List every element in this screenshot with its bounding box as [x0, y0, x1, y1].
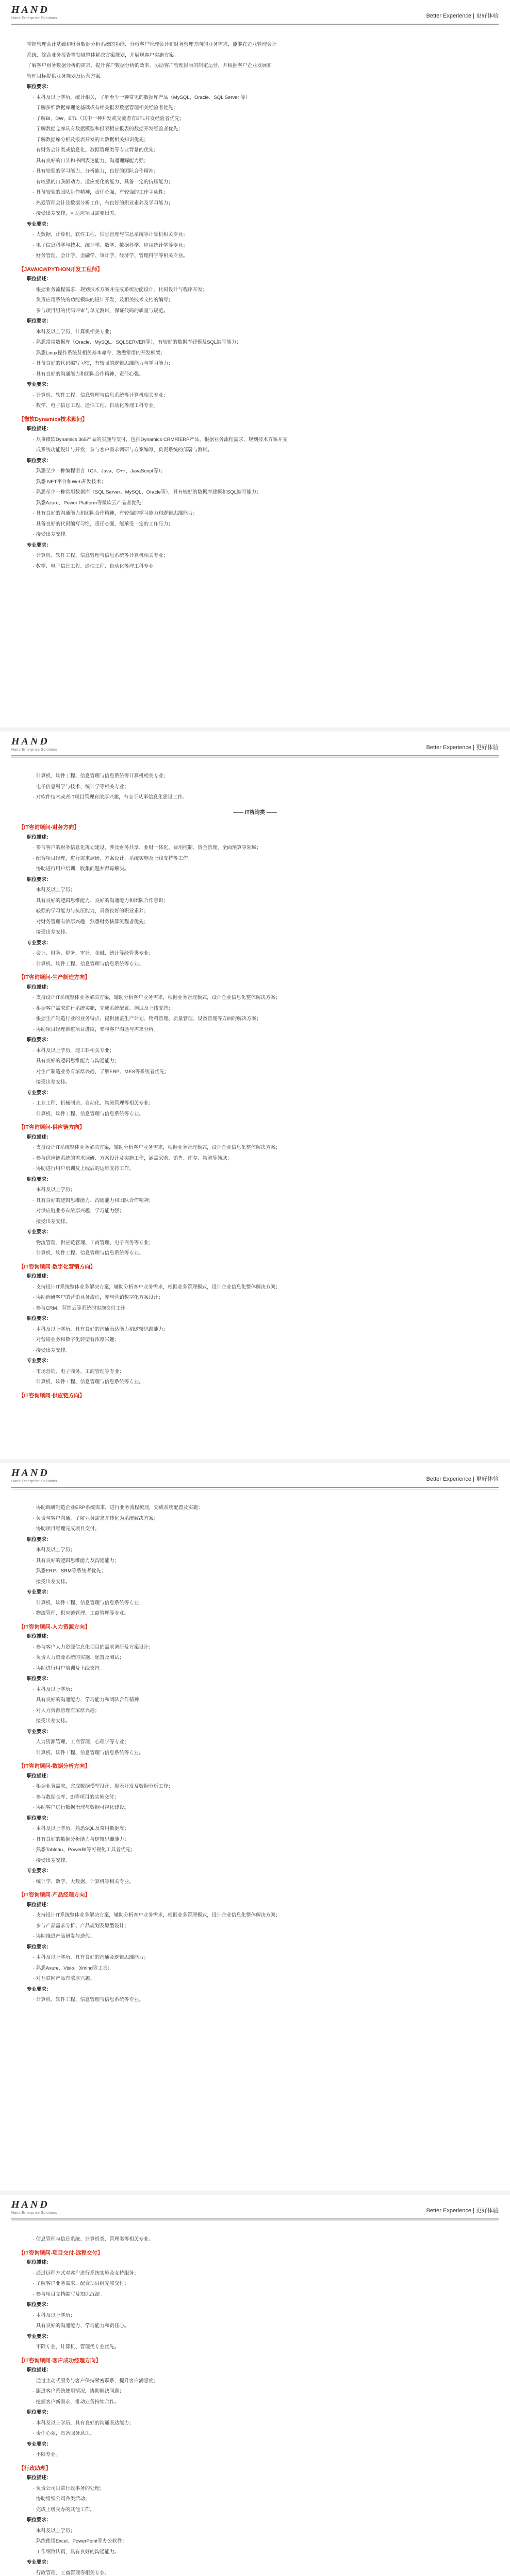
field-label: 职位描述： — [27, 2367, 52, 2373]
body-line: · 根据生产制造行业的业务特点，提供涵盖生产计划、物料管理、质量管理、设备管理等方面的解决方案； — [33, 1016, 261, 1022]
category-divider: —— IT咨询类 —— — [233, 809, 277, 816]
body-line: · 协助进行用户培训及上线支持。 — [33, 1665, 105, 1671]
body-line: · 人力资源管理、工商管理、心理学等专业； — [33, 1739, 129, 1745]
body-line: · 接受出差安排。 — [33, 1579, 71, 1585]
field-label: 专业要求： — [27, 940, 52, 946]
body-line: · 对生产制造业务有浓厚兴趣，了解ERP、MES等系统者优先； — [33, 1069, 170, 1075]
body-line: · 对软件技术或者IT项目管理有浓厚兴趣，有志于从事信息化建设工作。 — [33, 794, 188, 800]
body-line: · 参与CRM、营销云等系统的实施交付工作。 — [33, 1305, 130, 1311]
body-line: 掌握管理会计基础和财务数据分析系统的功能、分析客户管理会计和财务管理方向的业务需求，能够在企业管理会计 — [27, 42, 277, 47]
page-separator — [0, 727, 510, 732]
field-label: 专业要求： — [27, 1358, 52, 1364]
body-line: · 对供应链业务有浓厚兴趣，学习能力强； — [33, 1208, 124, 1214]
section-heading: 【IT咨询顾问-人力资源方向】 — [19, 1623, 90, 1630]
body-line: · 计算机、软件工程、信息管理与信息系统等专业。 — [33, 1379, 144, 1385]
body-line: · 熟悉ERP、SRM等系统者优先； — [33, 1568, 106, 1574]
hand-logo: HAND — [11, 4, 50, 15]
body-line: · 接受出差安排。 — [33, 929, 71, 935]
body-line: · 协助调研客户的营销业务流程，参与营销数字化方案设计； — [33, 1295, 163, 1300]
body-line: · 对人力资源管理有浓厚兴趣； — [33, 1707, 100, 1714]
body-line: · 对财务管理有浓厚兴趣，熟悉财务核算流程者优先； — [33, 919, 149, 925]
body-line: · 财务管理、会计学、金融学、审计学、经济学、管理科学等相关专业。 — [33, 253, 188, 259]
field-label: 职位要求： — [27, 2517, 52, 2523]
section-heading: 【IT咨询顾问-数字化营销方向】 — [19, 1263, 96, 1270]
body-line: · 本科及以上学历； — [33, 2312, 75, 2318]
header-rule — [11, 2218, 499, 2219]
body-line: · 统计学、数学、大数据、计算机等相关专业。 — [33, 1878, 134, 1885]
field-label: 职位描述： — [27, 1634, 52, 1639]
body-line: · 协助组织公司各类活动； — [33, 2496, 90, 2502]
field-label: 职位要求： — [27, 318, 52, 324]
body-line: · 协助进行用户培训及上线后的运维支持工作。 — [33, 1166, 134, 1172]
body-line: · 有财务会计类或信息化、数据管理类等专业背景的优先； — [33, 147, 159, 153]
body-line: · 挖掘客户新需求，推动业务持续合作。 — [33, 2399, 120, 2405]
field-label: 职位描述： — [27, 1134, 52, 1140]
body-line: · 熟悉常用数据库（Oracle、MySQL、SQLSERVER等），有较好的数据库建模及SQL编写能力； — [33, 340, 241, 345]
body-line: · 会计、财务、税务、审计、金融、统计等经管类专业； — [33, 951, 154, 956]
body-line: · 通过远程方式对客户进行系统实施及支持服务； — [33, 2270, 139, 2276]
body-line: · 从事微软Dynamics 365产品的实施与交付，包括Dynamics CRM和ERP产品，根据业务流程需求，规划技术方案并完 — [33, 436, 288, 443]
page-separator — [0, 1459, 510, 1463]
page-1 — [0, 0, 510, 732]
body-line: · 参与项目文档编写及知识沉淀。 — [33, 2291, 105, 2297]
body-line: · 计算机、软件工程、信息管理与信息系统等专业； — [33, 1600, 144, 1606]
body-line: · 计算机、软件工程、信息管理与信息系统等专业。 — [33, 961, 144, 967]
field-label: 专业要求： — [27, 1589, 52, 1595]
section-heading: 【IT咨询顾问-客户成功经理方向】 — [19, 2357, 101, 2364]
field-label: 职位要求： — [27, 1037, 52, 1043]
body-line: 系统、综合业务报告等领域整体解决方案规划，并展现客户实施方案。 — [27, 52, 179, 58]
body-line: · 计算机、软件工程、信息管理与信息系统等计算机相关专业； — [33, 553, 169, 558]
body-line: · 成系统功能设计与开发，参与客户需求调研与方案编写，负责系统的部署与测试。 — [33, 447, 212, 453]
body-line: · 物流管理、供应链管理、工商管理、电子商务等专业； — [33, 1240, 154, 1246]
page-3 — [0, 1463, 510, 2195]
brand-tagline: Better Experience | 更好体验 — [426, 13, 499, 19]
page-separator — [0, 2191, 510, 2195]
body-line: · 跟进客户系统使用情况，协助解决问题； — [33, 2388, 124, 2394]
page-4 — [0, 2195, 510, 2576]
page-header — [0, 732, 510, 762]
field-label: 职位要求： — [27, 1536, 52, 1543]
header-rule — [11, 24, 499, 25]
section-heading: 【IT咨询顾问-产品经理方向】 — [19, 1892, 90, 1898]
body-line: · 计算机、软件工程、信息管理与信息系统等计算机相关专业； — [33, 773, 169, 779]
body-line: · 本科及以上学历，具有良好的沟通表达能力和逻辑思维能力； — [33, 1326, 169, 1332]
body-line: · 具有较强的学习能力、分析能力，良好的团队合作精神； — [33, 168, 159, 174]
body-line: · 计算机、软件工程、信息管理与信息系统等专业。 — [33, 1997, 144, 2003]
field-label: 专业要求： — [27, 1229, 52, 1235]
field-label: 专业要求： — [27, 2333, 52, 2340]
body-line: · 本科及以上学历，具有良好的沟通及逻辑思维能力； — [33, 1955, 149, 1960]
body-line: · 协助项目经理推进项目进度，参与客户沟通与需求分析。 — [33, 1026, 159, 1032]
body-line: · 具有良好的逻辑思维能力、良好的沟通能力和团队合作意识； — [33, 897, 169, 904]
body-line: · 责任心强，具备服务意识。 — [33, 2431, 95, 2436]
page-header — [0, 0, 510, 31]
section-heading: 【微软Dynamics技术顾问】 — [19, 416, 88, 422]
brand-tagline: Better Experience | 更好体验 — [426, 1476, 499, 1482]
body-line: · 本科及以上学历； — [33, 1187, 75, 1193]
body-line: · 了解多维数据库理论基础或有相关报表数据管理相关经验者优先； — [33, 105, 178, 111]
section-heading: 【行政助理】 — [19, 2465, 51, 2471]
body-line: · 熟悉.NET平台和Web开发技术； — [33, 479, 106, 485]
body-line: 了解客户财务数据分析的需求，提升客户数据分析的效率，协助客户管理报表的制定运营，并根据客户企业发展和 — [27, 63, 272, 69]
body-line: · 参与数据仓库、BI等项目的实施交付； — [33, 1794, 119, 1800]
body-line: · 本科及以上学历，统计相关，了解至少一种常见的数据库产品（MySQL、Oracle、SQL Server 等） — [33, 94, 251, 100]
section-heading: 【IT咨询顾问-供应链方向】 — [19, 1124, 85, 1130]
logo-subtitle: Hand Enterprise Solutions — [11, 748, 57, 752]
body-line: · 市场营销、电子商务、工商管理等专业； — [33, 1368, 124, 1375]
body-line: · 数学、电子信息工程、通信工程、自动化等理工科专业。 — [33, 403, 159, 409]
body-line: · 大数据、计算机、软件工程、信息管理与信息系统等计算机相关专业； — [33, 232, 188, 238]
body-line: · 工作细致认真，具有良好的沟通能力。 — [33, 2549, 120, 2555]
body-line: · 本科及以上学历； — [33, 1686, 75, 1692]
field-label: 职位要求： — [27, 1944, 52, 1950]
body-line: · 支持设计IT系统整体业务解决方案，辅助分析客户业务需求，根据业务管理模式，设计企业信息化整体解决方案； — [33, 1284, 281, 1290]
field-label: 专业要求： — [27, 542, 52, 548]
body-line: · 本科及以上学历； — [33, 887, 75, 893]
body-line: · 协助推进产品研发与迭代。 — [33, 1934, 95, 1939]
body-line: · 熟悉Azure、Power Platform等微软云产品者优先； — [33, 500, 146, 506]
field-label: 职位描述： — [27, 426, 52, 432]
body-line: · 通过主动式服务与客户保持紧密联系，提升客户满意度； — [33, 2378, 159, 2384]
body-line: · 参与客户人力资源信息化项目的需求调研及方案设计； — [33, 1644, 154, 1650]
brand-tagline: Better Experience | 更好体验 — [426, 744, 499, 751]
body-line: · 支持设计IT系统整体业务解决方案，辅助分析客户业务需求，根据业务管理模式，设计企业信息化整体解决方案； — [33, 995, 281, 1001]
field-label: 专业要求： — [27, 2560, 52, 2565]
body-line: · 具有良好的逻辑思维能力及沟通能力； — [33, 1557, 120, 1564]
logo-subtitle: Hand Enterprise Solutions — [11, 16, 57, 20]
body-line: · 具有良好的沟通能力、学习能力和责任心。 — [33, 2323, 129, 2329]
body-line: · 本科及以上学历，理工科相关专业； — [33, 1047, 114, 1054]
logo-subtitle: Hand Enterprise Solutions — [11, 1480, 57, 1483]
body-line: · 计算机、软件工程、信息管理与信息系统等专业。 — [33, 1750, 144, 1756]
body-line: · 计算机、软件工程、信息管理与信息系统等专业。 — [33, 1111, 144, 1117]
body-line: · 熟悉至少一种编程语言（C#、Java、C++、JavaScript等）； — [33, 468, 166, 474]
body-line: · 接受出差安排。 — [33, 1079, 71, 1085]
field-label: 职位要求： — [27, 876, 52, 883]
page-header — [0, 1463, 510, 1494]
field-label: 职位描述： — [27, 1773, 52, 1779]
field-label: 职位描述： — [27, 1274, 52, 1279]
field-label: 职位描述： — [27, 984, 52, 990]
body-line: · 支持设计IT系统整体业务解决方案，辅助分析客户业务需求，根据业务管理模式，设计企业信息化整体解决方案； — [33, 1145, 281, 1150]
body-line: · 熟悉Tableau、PowerBI等可视化工具者优先； — [33, 1847, 136, 1853]
field-label: 职位描述： — [27, 2260, 52, 2265]
body-line: · 协助客户进行数据治理与数据可视化建设。 — [33, 1805, 129, 1810]
body-line: · 参与客户的财务信息化规划建设，涉及财务共享、业财一体化、费用控制、资金管理、全面预算等领域； — [33, 845, 261, 851]
body-line: · 数学、电子信息工程、通信工程、自动化等理工科专业。 — [33, 563, 159, 569]
body-line: · 具有良好的逻辑思维能力与沟通能力； — [33, 1058, 120, 1064]
body-line: · 物流管理、供应链管理、工商管理等专业。 — [33, 1611, 129, 1616]
body-line: · 了解BI、DW、ETL（其中一种开发或交流者有ETL开发经验者优先； — [33, 115, 185, 122]
body-line: · 熟练使用Excel、PowerPoint等办公软件； — [33, 2538, 127, 2544]
body-line: · 负责与客户沟通，了解业务需求并转化为系统解决方案； — [33, 1515, 159, 1521]
body-line: · 完成上级交办的其他工作。 — [33, 2506, 95, 2513]
body-line: · 较强的学习能力与抗压能力，具备良好的职业素养； — [33, 908, 149, 914]
body-line: · 熟悉至少一种常用数据库（SQL Server、MySQL、Oracle等），具有较好的数据库建模和SQL编写能力； — [33, 489, 261, 495]
hand-logo: HAND — [11, 2199, 50, 2210]
body-line: · 协助进行用户培训，收集问题并跟踪解决。 — [33, 866, 129, 872]
body-line: · 本科及以上学历，熟悉SQL及常用数据库； — [33, 1826, 129, 1832]
body-line: · 具备良好的代码编写习惯，有较强的逻辑思维能力与学习能力； — [33, 361, 173, 366]
body-line: · 根据客户需求进行系统实施，完成系统配置、测试及上线支持； — [33, 1005, 173, 1011]
body-line: · 有较强的自我驱动力、适应变化的能力、具备一定的抗压能力； — [33, 179, 173, 185]
field-label: 专业要求： — [27, 382, 52, 387]
body-line: · 具备良好的代码编写习惯，责任心强，能承受一定的工作压力； — [33, 521, 173, 527]
body-line: · 协助项目经理完成项目交付。 — [33, 1526, 100, 1532]
body-line: · 信息管理与信息系统、计算机类、管理类等相关专业。 — [33, 2236, 154, 2242]
page-2 — [0, 732, 510, 1463]
body-line: · 本科及以上学历； — [33, 1547, 75, 1553]
body-line: · 行政管理、工商管理等相关专业。 — [33, 2570, 110, 2576]
body-line: · 配合项目经理，进行需求调研、方案设计、系统实施及上线支持等工作； — [33, 855, 193, 861]
body-line: · 协助调研制造企业ERP系统需求，进行业务流程梳理，完成系统配置及实施； — [33, 1505, 203, 1511]
page-header — [0, 2195, 510, 2226]
field-label: 专业要求： — [27, 2441, 52, 2447]
section-heading: 【IT咨询顾问-生产制造方向】 — [19, 974, 90, 980]
field-label: 专业要求： — [27, 221, 52, 227]
body-line: · 具有良好的逻辑思维能力、沟通能力和团队合作精神； — [33, 1197, 154, 1204]
body-line: · 本科及以上学历，计算机相关专业； — [33, 329, 114, 335]
body-line: · 熟悉Axure、Visio、Xmind等工具； — [33, 1965, 112, 1971]
body-line: · 对互联网产品有浓厚兴趣。 — [33, 1976, 95, 1981]
field-label: 职位描述： — [27, 276, 52, 282]
body-line: · 具有良好的沟通能力和团队合作精神，有较强的学习能力和逻辑思维能力； — [33, 511, 198, 516]
field-label: 职位要求： — [27, 1676, 52, 1682]
body-line: · 不限专业。 — [33, 2452, 61, 2458]
body-line: · 接受出差安排。 — [33, 1347, 71, 1353]
body-line: · 热爱管理会计及数据分析工作，有良好的职业素养及学习能力； — [33, 200, 173, 206]
body-line: · 具备较强的团队协作精神，责任心强，有较强的工作主动性； — [33, 190, 169, 195]
body-line: · 对营销业务和数字化转型有浓厚兴趣； — [33, 1337, 120, 1343]
body-line: · 不限专业，计算机、管理类专业优先。 — [33, 2344, 120, 2350]
section-heading: 【IT咨询顾问-数据分析方向】 — [19, 1763, 90, 1769]
body-line: · 计算机、软件工程、信息管理与信息系统等计算机相关专业； — [33, 392, 169, 398]
body-line: · 熟悉Linux操作系统及相关基本命令，熟悉常用的开发框架； — [33, 350, 166, 356]
section-heading: 【IT咨询顾问-供应链方向】 — [19, 1392, 85, 1399]
field-label: 职位要求： — [27, 1815, 52, 1821]
body-line: 管理目标提供业务规划及运营方案。 — [27, 73, 106, 79]
body-line: · 参与项目组的代码评审与单元测试，保证代码的质量与规范。 — [33, 308, 169, 314]
body-line: · 接受出差安排。 — [33, 1857, 71, 1863]
body-line: · 接受出差安排。 — [33, 532, 71, 537]
field-label: 职位要求： — [27, 457, 52, 464]
header-rule — [11, 755, 499, 756]
body-line: · 具有良好的沟通能力和团队合作精神，责任心强。 — [33, 371, 144, 377]
body-line: · 负责公司日常行政事务的处理； — [33, 2485, 105, 2492]
logo-subtitle: Hand Enterprise Solutions — [11, 2211, 57, 2215]
section-heading: 【JAVA/C#/PYTHON开发工程师】 — [19, 266, 103, 273]
field-label: 专业要求： — [27, 1868, 52, 1874]
body-line: · 电子信息科学与技术、统计学、数学、数据科学、应用统计学等专业； — [33, 242, 188, 248]
body-line: · 电子信息科学与技术、统计学等相关专业； — [33, 784, 129, 790]
field-label: 职位要求： — [27, 2410, 52, 2415]
body-line: · 根据业务流程需求，规划技术方案并完成系统功能设计、代码设计与程序开发； — [33, 286, 208, 293]
body-line: · 具有良好的口头和书面表达能力，沟通理解能力强； — [33, 158, 149, 164]
body-line: · 了解客户业务需求，配合项目组完成交付； — [33, 2281, 129, 2286]
body-line: · 参与产品需求分析、产品规划及原型设计； — [33, 1923, 129, 1929]
body-line: · 根据业务需求，完成数据模型设计、报表开发及数据分析工作； — [33, 1784, 173, 1789]
hand-logo: HAND — [11, 1467, 50, 1479]
field-label: 专业要求： — [27, 1986, 52, 1992]
body-line: · 接受出差安排。 — [33, 1218, 71, 1225]
section-heading: 【IT咨询顾问-财务方向】 — [19, 824, 79, 831]
field-label: 专业要求： — [27, 1728, 52, 1735]
body-line: · 本科及以上学历，具有良好的沟通表达能力； — [33, 2420, 134, 2426]
hand-logo: HAND — [11, 736, 50, 747]
header-rule-thin — [11, 757, 499, 758]
brand-tagline: Better Experience | 更好体验 — [426, 2208, 499, 2214]
body-line: · 了解数据仓库具有数据模型和报表相应报表的数据开发经验者优先； — [33, 126, 183, 132]
body-line: · 负责人力资源系统的实施、配置及测试； — [33, 1655, 124, 1660]
body-line: · 具有良好的沟通能力、学习能力和团队合作精神； — [33, 1697, 144, 1703]
field-label: 职位要求： — [27, 1176, 52, 1182]
body-line: · 了解数据库分析及报表开发的大数据相关知识优先； — [33, 137, 149, 143]
field-label: 专业要求： — [27, 1090, 52, 1096]
body-line: · 接受出差安排。 — [33, 1718, 71, 1724]
body-line: · 负责应用系统的功能模块的设计开发，及相关技术文档的编写； — [33, 297, 173, 303]
body-line: · 本科及以上学历； — [33, 2528, 75, 2534]
field-label: 职位描述： — [27, 2475, 52, 2481]
field-label: 职位要求： — [27, 2302, 52, 2308]
body-line: · 具有良好的数据分析能力与逻辑思维能力； — [33, 1836, 129, 1842]
body-line: · 计算机、软件工程、信息管理与信息系统等专业。 — [33, 1250, 144, 1256]
field-label: 职位描述： — [27, 1902, 52, 1908]
body-line: · 工业工程、机械制造、自动化、物流管理等相关专业； — [33, 1100, 154, 1106]
header-rule — [11, 1487, 499, 1488]
field-label: 职位要求： — [27, 1316, 52, 1321]
body-line: · 接受出差安排，可适应项目需要出差。 — [33, 211, 120, 216]
section-heading: 【IT咨询顾问-项目交付-远程交付】 — [19, 2249, 103, 2256]
body-line: · 支持设计IT系统整体业务解决方案，辅助分析客户业务需求，根据业务管理模式，设计企业信息化整体解决方案； — [33, 1912, 281, 1918]
field-label: 职位描述： — [27, 834, 52, 840]
body-line: · 参与供应链系统的需求调研、方案设计及实施工作，涵盖采购、销售、库存、物流等领域； — [33, 1155, 232, 1161]
field-label: 职位要求： — [27, 84, 52, 90]
